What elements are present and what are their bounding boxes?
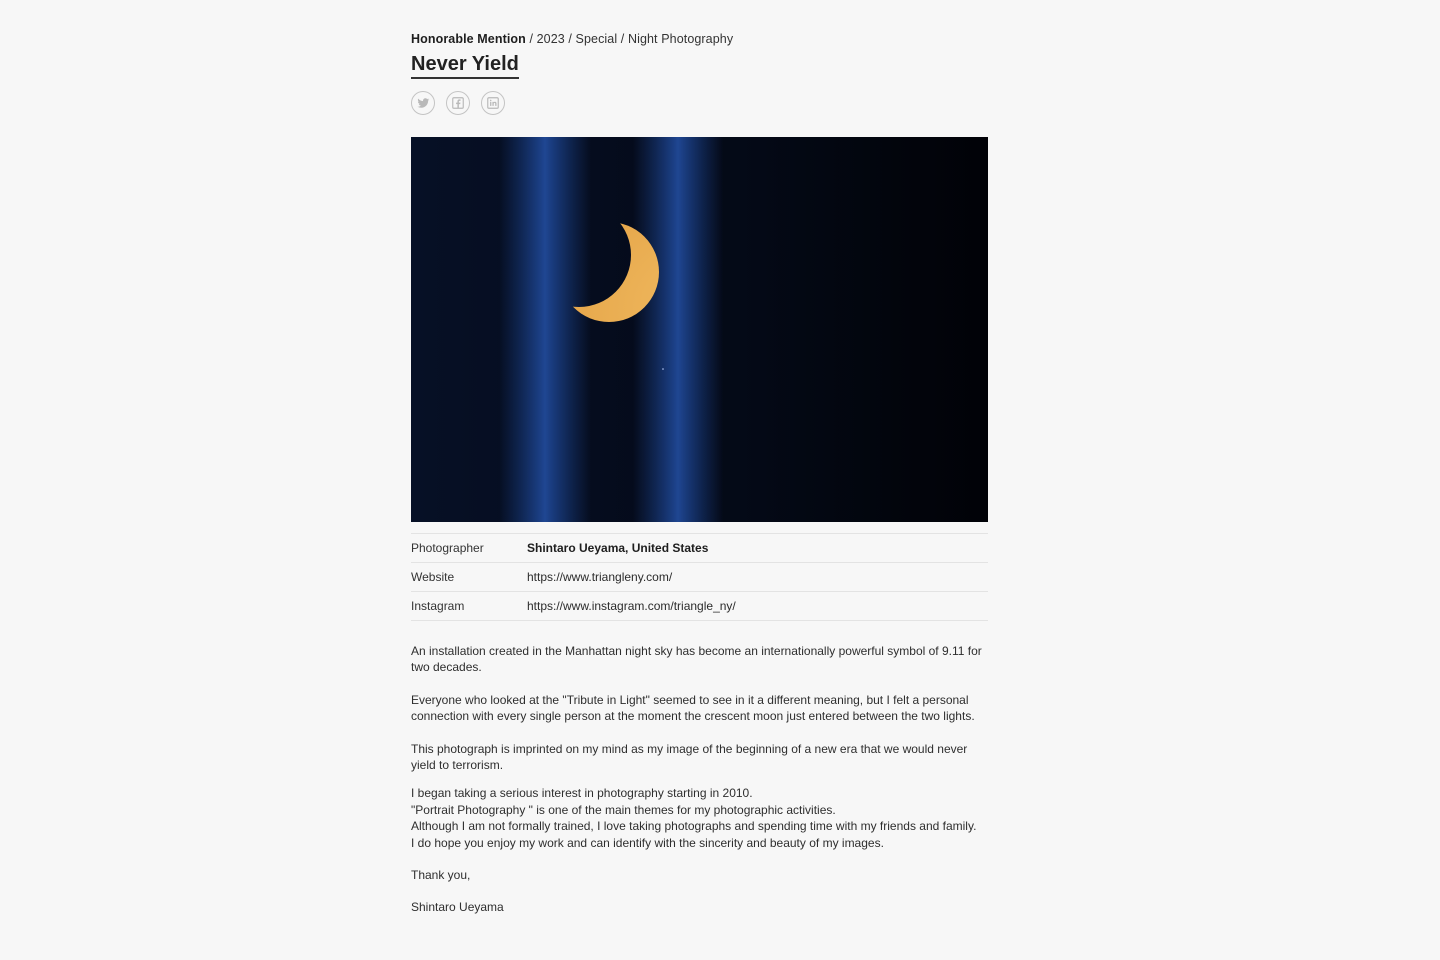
facebook-share-button[interactable] <box>446 91 470 115</box>
photographer-value: Shintaro Ueyama, United States <box>527 541 709 555</box>
instagram-label: Instagram <box>411 599 465 613</box>
description-paragraph-3: This photograph is imprinted on my mind as my image of the beginning of a new era that we would never yield to terrorism. <box>411 741 968 773</box>
website-label: Website <box>411 570 455 584</box>
description-paragraph-2: Everyone who looked at the "Tribute in Light" seemed to see in it a different meaning, but I felt a personal connection with every single person at the moment the crescent moon just entered between the two lights. <box>411 692 975 724</box>
thanks-text: Thank you, <box>411 868 471 883</box>
entry-info-table <box>411 533 988 621</box>
linkedin-icon <box>486 96 500 110</box>
info-row-website <box>411 563 988 592</box>
entry-container <box>411 30 988 932</box>
award-label: Honorable Mention <box>411 32 526 46</box>
bio-line: Although I am not formally trained, I love taking photographs and spending time with my friends and family. <box>411 819 977 834</box>
bio-line: "Portrait Photography " is one of the main themes for my photographic activities. <box>411 802 836 817</box>
info-row-photographer <box>411 534 988 563</box>
share-buttons <box>411 91 988 115</box>
signature-text: Shintaro Ueyama <box>411 900 504 915</box>
website-link[interactable]: https://www.triangleny.com/ <box>527 570 673 584</box>
breadcrumb-path: / 2023 / Special / Night Photography <box>525 32 734 46</box>
page-title: Never Yield <box>411 52 519 79</box>
info-row-instagram <box>411 592 988 621</box>
entry-photo[interactable] <box>411 137 988 522</box>
breadcrumb <box>411 30 988 48</box>
photographer-label: Photographer <box>411 541 484 555</box>
twitter-share-button[interactable] <box>411 91 435 115</box>
twitter-icon <box>416 96 430 110</box>
bio-line: I do hope you enjoy my work and can identify with the sincerity and beauty of my images. <box>411 835 884 850</box>
description-paragraph-1: An installation created in the Manhattan night sky has become an internationally powerful symbol of 9.11 for two decades. <box>411 644 982 675</box>
entry-description <box>411 643 988 916</box>
bio-paragraph <box>411 785 988 851</box>
facebook-icon <box>451 96 465 110</box>
linkedin-share-button[interactable] <box>481 91 505 115</box>
bio-line: I began taking a serious interest in photography starting in 2010. <box>411 786 753 801</box>
instagram-link[interactable]: https://www.instagram.com/triangle_ny/ <box>527 599 736 613</box>
